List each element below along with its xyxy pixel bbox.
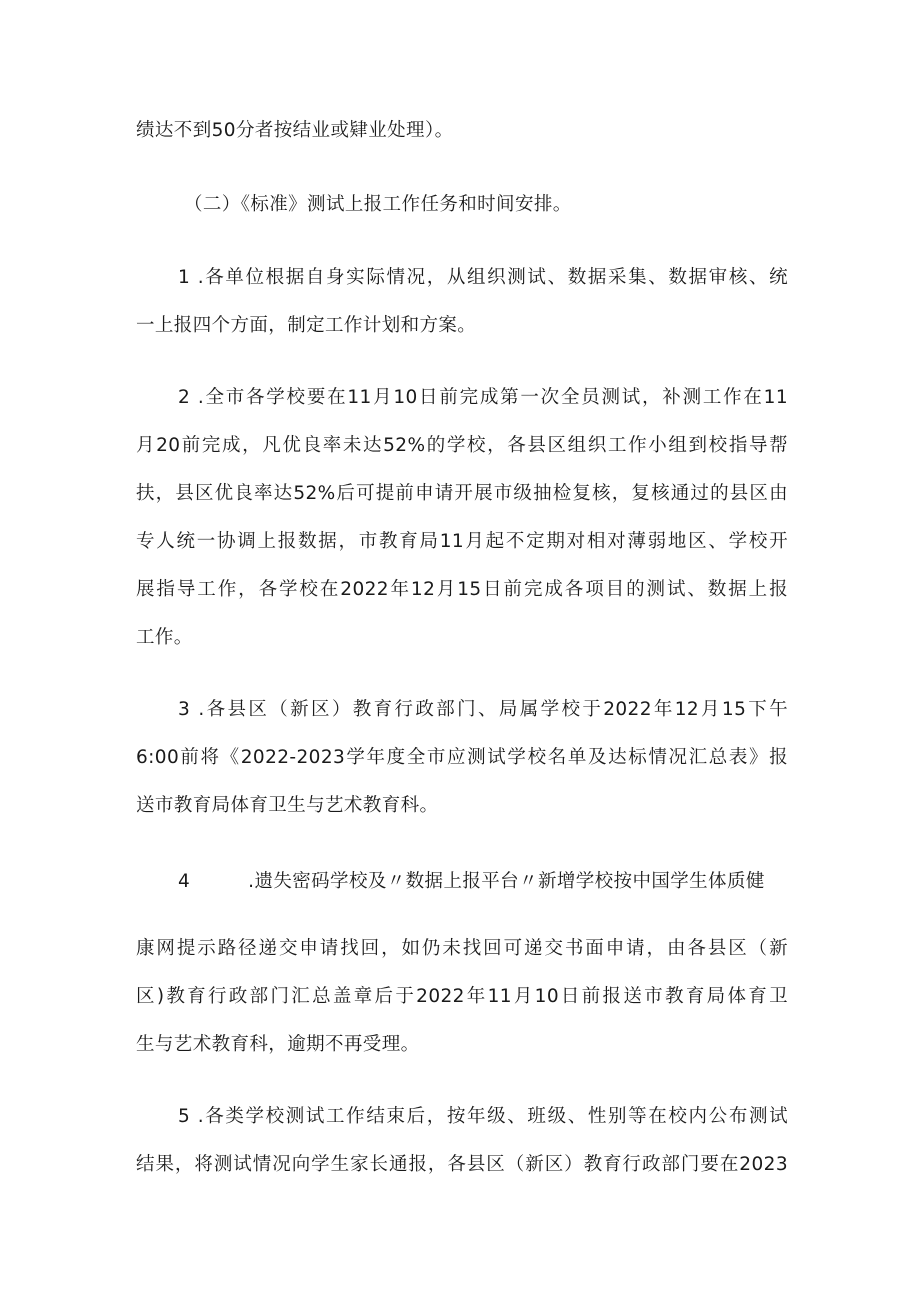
paragraph-line <box>178 870 788 894</box>
paragraph-line: 一上报四个方面，制定工作计划和方案。 <box>136 315 477 336</box>
paragraph-line: 送市教育局体育卫生与艺术教育科。 <box>136 795 439 816</box>
paragraph-line: 1 .各单位根据自身实际情况，从组织测试、数据采集、数据审核、统 <box>178 267 788 288</box>
section-heading: （二）《标准》测试上报工作任务和时间安排。 <box>184 194 572 215</box>
paragraph-line: 工作。 <box>136 627 193 648</box>
paragraph-line: 3 .各县区（新区）教育行政部门、局属学校于2022年12月15下午 <box>178 699 788 720</box>
paragraph-line: 6:00前将《2022-2023学年度全市应测试学校名单及达标情况汇总表》报 <box>136 747 788 768</box>
paragraph-line: 展指导工作，各学校在2022年12月15日前完成各项目的测试、数据上报 <box>136 579 788 600</box>
paragraph-line: 康网提示路径递交申请找回，如仍未找回可递交书面申请，由各县区（新 <box>136 938 788 959</box>
paragraph-line: 2 .全市各学校要在11月10日前完成第一次全员测试，补测工作在11 <box>178 387 788 408</box>
item-number: 4 <box>178 871 191 892</box>
paragraph-line: 区)教育行政部门汇总盖章后于2022年11月10日前报送市教育局体育卫 <box>136 986 788 1007</box>
paragraph-line: 绩达不到50分者按结业或肄业处理）。 <box>136 120 454 141</box>
paragraph-line: 结果，将测试情况向学生家长通报，各县区（新区）教育行政部门要在2023 <box>136 1154 788 1175</box>
paragraph-line: 专人统一协调上报数据，市教育局11月起不定期对相对薄弱地区、学校开 <box>136 531 788 552</box>
paragraph-line: 5 .各类学校测试工作结束后，按年级、班级、性别等在校内公布测试 <box>178 1106 788 1127</box>
paragraph-line: 月20前完成，凡优良率未达52%的学校，各县区组织工作小组到校指导帮 <box>136 435 788 456</box>
paragraph-line: 生与艺术教育科，逾期不再受理。 <box>136 1034 420 1055</box>
item-text: .遗失密码学校及〃数据上报平台〃新增学校按中国学生体质健 <box>248 871 765 892</box>
paragraph-line: 扶，县区优良率达52%后可提前申请开展市级抽检复核，复核通过的县区由 <box>136 483 788 504</box>
